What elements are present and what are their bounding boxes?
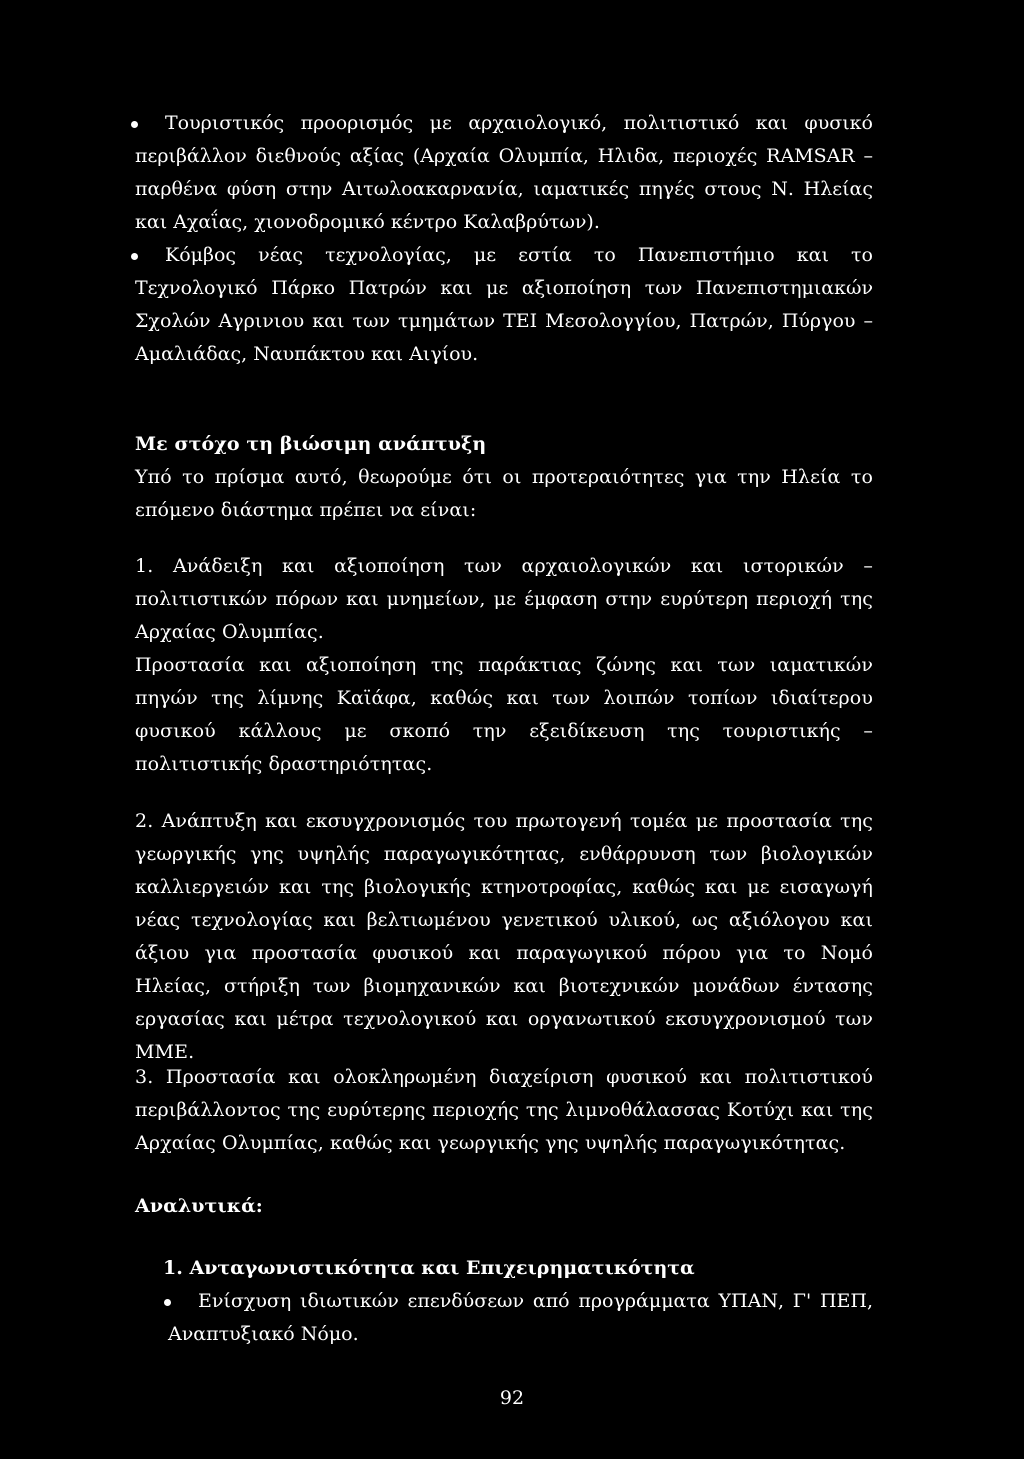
priority-paragraph-1: 1. Ανάδειξη και αξιοποίηση των αρχαιολογικών και ιστορικών – πολιτιστικών πόρων και μνημείων, με έμφαση στην ευρύτερη περιοχή της Αρχαίας Ολυμπίας. xyxy=(135,555,873,643)
section-heading-sustainable-development: Με στόχο τη βιώσιμη ανάπτυξη xyxy=(135,433,487,455)
page-number: 92 xyxy=(499,1387,525,1409)
bullet-icon xyxy=(131,121,138,128)
priority-paragraph-3: 3. Προστασία και ολοκληρωμένη διαχείριση φυσικού και πολιτιστικού περιβάλλοντος της ευρύτερης περιοχής της λιμνοθάλασσας Κοτύχι και της Αρχαίας Ολυμπίας, καθώς και γεωργικής γης υψηλής παραγωγικότητας. xyxy=(135,1066,873,1154)
bullet-text: Τουριστικός προορισμός με αρχαιολογικό, πολιτιστικό και φυσικό περιβάλλον διεθνούς αξίας (Αρχαία Ολυμπία, Ηλιδα, περιοχές RAMSAR – παρθένα φύση στην Αιτωλοακαρνανία, ιαματικές πηγές στους Ν. Ηλείας και Αχαΐας, χιονοδρομικό κέντρο Καλαβρύτων). xyxy=(135,112,873,233)
bullet-item-tourism xyxy=(135,107,873,239)
bullet-icon xyxy=(164,1299,171,1306)
priority-paragraph-coastal: Προστασία και αξιοποίηση της παράκτιας ζώνης και των ιαματικών πηγών της λίμνης Καϊάφα, καθώς και των λοιπών τοπίων ιδιαίτερου φυσικού κάλλους με σκοπό την εξειδίκευση της τουριστικής – πολιτιστικής δραστηριότητας. xyxy=(135,654,873,775)
bullet-text: Κόμβος νέας τεχνολογίας, με εστία το Πανεπιστήμιο και το Τεχνολογικό Πάρκο Πατρών και με αξιοποίηση των Πανεπιστημιακών Σχολών Αγρινιου και των τμημάτων ΤΕΙ Μεσολογγίου, Πατρών, Πύργου – Αμαλιάδας, Ναυπάκτου και Αιγίου. xyxy=(135,244,873,365)
bullet-item-investments xyxy=(168,1285,873,1351)
details-subheading: 1. Ανταγωνιστικότητα και Επιχειρηματικότητα xyxy=(163,1257,695,1279)
priority-paragraph-2: 2. Ανάπτυξη και εκσυγχρονισμός του πρωτογενή τομέα με προστασία της γεωργικής γης υψηλής παραγωγικότητας, ενθάρρυνση των βιολογικών καλλιεργειών και της βιολογικής κτηνοτροφίας, καθώς και με εισαγωγή νέας τεχνολογίας και βελτιωμένου γενετικού υλικού, ως αξιόλογου και άξιου για προστασία φυσικού και παραγωγικού πόρου για το Νομό Ηλείας, στήριξη των βιομηχανικών και βιοτεχνικών μονάδων έντασης εργασίας και μέτρα τεχνολογικού και οργανωτικού εκσυγχρονισμού των ΜΜΕ. xyxy=(135,810,873,1063)
bullet-item-technology xyxy=(135,239,873,371)
bullet-text: Ενίσχυση ιδιωτικών επενδύσεων από προγράμματα ΥΠΑΝ, Γ' ΠΕΠ, Αναπτυξιακό Νόμο. xyxy=(168,1290,873,1345)
section-intro-paragraph: Υπό το πρίσμα αυτό, θεωρούμε ότι οι προτεραιότητες για την Ηλεία το επόμενο διάστημα πρέπει να είναι: xyxy=(135,466,873,521)
bullet-icon xyxy=(131,253,138,260)
details-heading: Αναλυτικά: xyxy=(135,1195,263,1217)
